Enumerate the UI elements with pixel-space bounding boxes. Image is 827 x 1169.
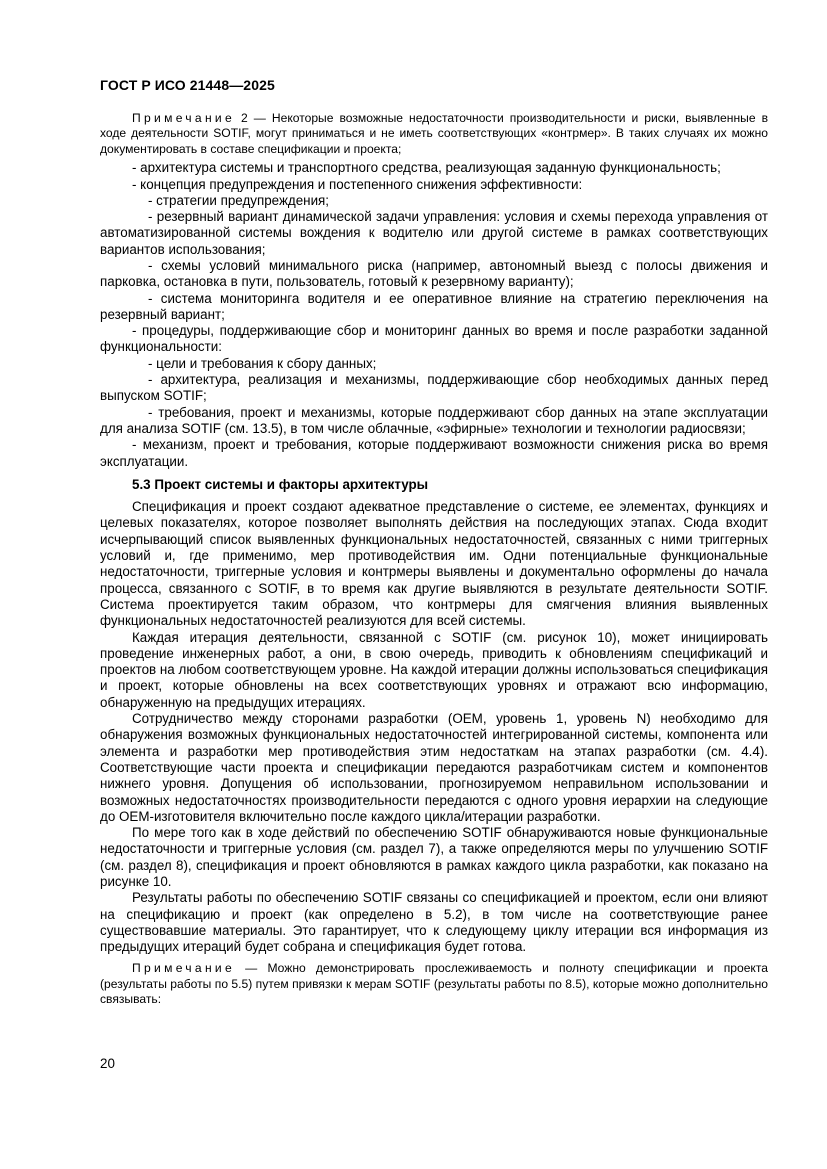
document-header: ГОСТ Р ИСО 21448—2025 xyxy=(100,77,275,93)
list-item: - концепция предупреждения и постепенного снижения эффективности: xyxy=(132,176,583,192)
list-item: - требования, проект и механизмы, которые поддерживают сбор данных на этапе эксплуатации для анализа SOTIF (см. 13.5), в том числе облачные, «эфирные» технологии и технологии радиосвязи; xyxy=(100,404,768,436)
note-text: — Можно демонстрировать прослеживаемость и полноту спецификации и проекта (результаты работы по 5.5) путем привязки к мерам SOTIF (результаты работы по 8.5), которые можно дополнительно связывать: xyxy=(100,961,768,1007)
list-item: - процедуры, поддерживающие сбор и мониторинг данных во время и после разработки заданной функциональности: xyxy=(100,323,768,355)
note-label: Примечание xyxy=(132,111,235,125)
list-item: - стратегии предупреждения; xyxy=(148,192,330,208)
page-number: 20 xyxy=(100,1056,115,1071)
list-item: - схемы условий минимального риска (например, автономный выезд с полосы движения и парковка, остановка в пути, пользователь, готовый к резервному варианту); xyxy=(100,258,768,290)
list-item: - архитектура, реализация и механизмы, поддерживающие сбор необходимых данных перед выпуском SOTIF; xyxy=(100,372,768,404)
note-1 xyxy=(100,111,768,157)
paragraph: По мере того как в ходе действий по обеспечению SOTIF обнаруживаются новые функциональные недостаточности и триггерные условия (см. раздел 7), а также определяются меры по улучшению SOTIF (см. раздел 8), спецификация и проект обновляются в рамках каждого цикла разработки, как показано на рисунке 10. xyxy=(100,825,768,889)
note-text: 2 — Некоторые возможные недостаточности производительности и риски, выявленные в ходе деятельности SOTIF, могут приниматься и не иметь соответствующих «контрмер». В таких случаях их можно документировать в составе спецификации и проекта; xyxy=(100,111,768,156)
paragraph: Спецификация и проект создают адекватное представление о системе, ее элементах, функциях и целевых показателях, которое позволяет выполнять действия на последующих этапах. Сюда входит исчерпывающий список выявленных функциональных недостаточностей, связанных с ними триггерных условий и, где применимо, мер противодействия им. Одни потенциальные функциональные недостаточности, триггерные условия и контрмеры выявлены и документально оформлены до начала процесса, связанного с SOTIF, в то время как другие выявляются в результате деятельности SOTIF. Система проектируется таким образом, что контрмеры для смягчения влияния выявленных функциональных недостаточностей реализуются для всей системы. xyxy=(100,499,768,629)
paragraph: Сотрудничество между сторонами разработки (OEM, уровень 1, уровень N) необходимо для обнаружения возможных функциональных недостаточностей интегрированной системы, компонента или элемента и разработки мер противодействия этим недостаткам на этапах разработки (см. 4.4). Соответствующие части проекта и спецификации передаются разработчикам систем и компонентов нижнего уровня. Допущения об использовании, прогнозируемом неправильном использовании и возможных недостаточностях производительности передаются с одного уровня иерархии на следующие до OEM-изготовителя включительно после каждого цикла/итерации разработки. xyxy=(100,711,768,824)
list-item: - резервный вариант динамической задачи управления: условия и схемы перехода управления от автоматизированной системы вождения к водителю или другой системе в рамках соответствующих вариантов использования; xyxy=(100,209,768,257)
note-2 xyxy=(100,961,768,1007)
paragraph: Каждая итерация деятельности, связанной с SOTIF (см. рисунок 10), может инициировать проведение инженерных работ, а они, в свою очередь, приводить к обновлениям спецификаций и проектов на любом соответствующем уровне. На каждой итерации должны использоваться спецификация и проект, которые обновлены на всех соответствующих уровнях и отражают всю информацию, обнаруженную на предыдущих итерациях. xyxy=(100,629,768,710)
list-item: - цели и требования к сбору данных; xyxy=(148,355,377,371)
list-item: - механизм, проект и требования, которые поддерживают возможности снижения риска во время эксплуатации. xyxy=(100,437,768,469)
note-label: Примечание xyxy=(132,961,235,976)
list-item: - архитектура системы и транспортного средства, реализующая заданную функциональность; xyxy=(132,160,721,176)
list-item: - система мониторинга водителя и ее оперативное влияние на стратегию переключения на резервный вариант; xyxy=(100,290,768,322)
section-heading: 5.3 Проект системы и факторы архитектуры xyxy=(132,476,429,492)
paragraph: Результаты работы по обеспечению SOTIF связаны со спецификацией и проектом, если они влияют на спецификацию и проект (как определено в 5.2), в том числе на соответствующие ранее существовавшие материалы. Это гарантирует, что к следующему циклу итерации вся информация из предыдущих итераций будет собрана и спецификация будет готова. xyxy=(100,890,768,955)
page-content xyxy=(100,111,768,1011)
